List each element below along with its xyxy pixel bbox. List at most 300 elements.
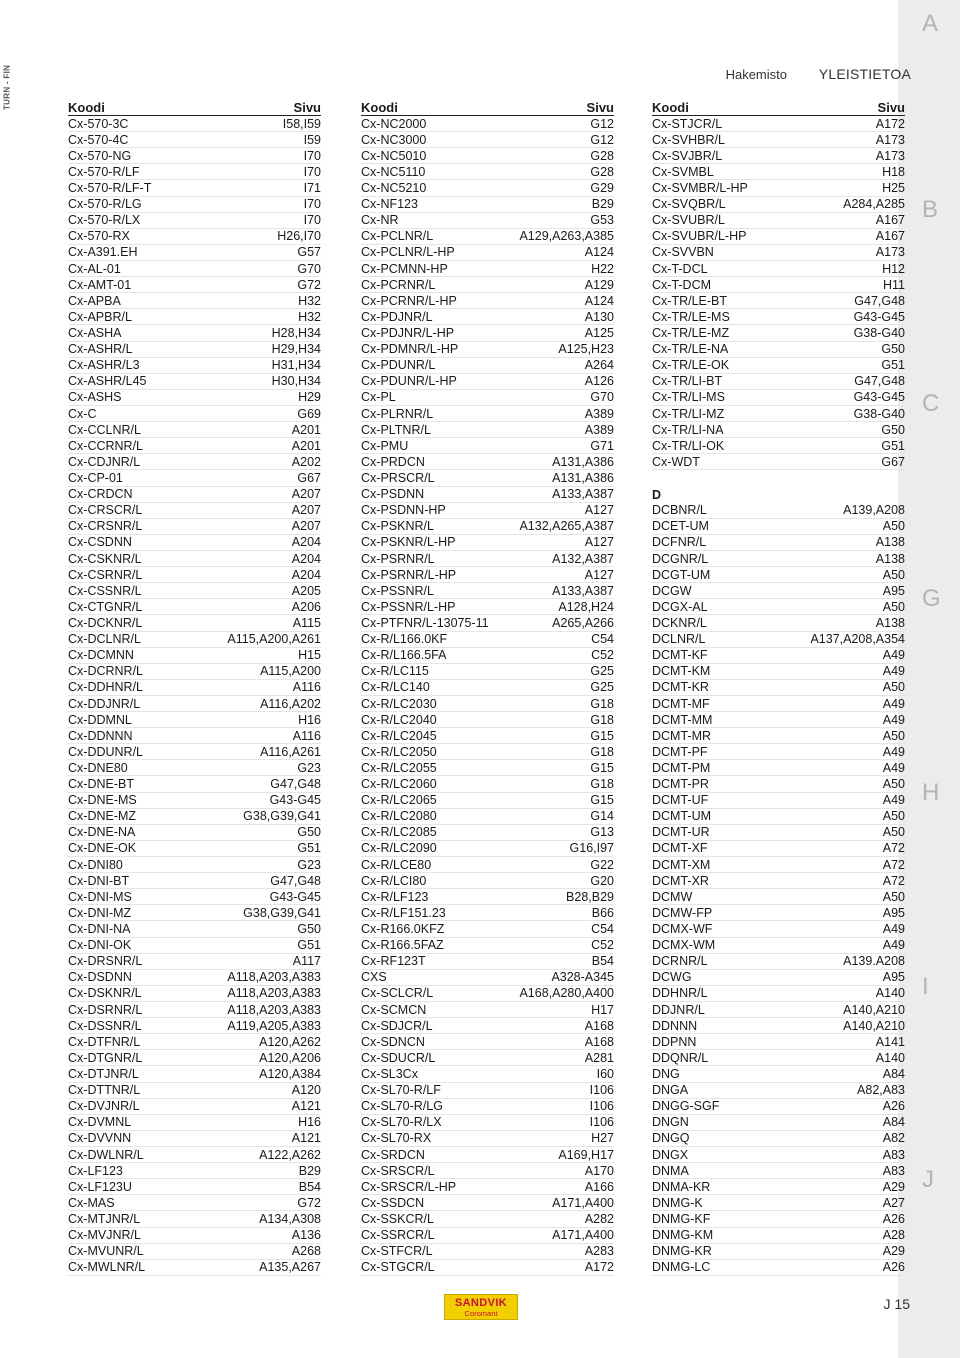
index-row — [652, 1228, 905, 1244]
index-row — [361, 245, 614, 261]
index-row — [68, 905, 321, 921]
index-code: Cx-TR/LI-OK — [652, 438, 725, 453]
index-row — [68, 712, 321, 728]
index-row — [361, 1018, 614, 1034]
index-code: Cx-MVJNR/L — [68, 1228, 141, 1243]
index-row — [361, 422, 614, 438]
index-code: Cx-NC5110 — [361, 164, 426, 179]
header-index-label: Hakemisto — [725, 67, 787, 82]
index-row — [361, 921, 614, 937]
index-code: Cx-STFCR/L — [361, 1244, 433, 1259]
index-page-ref: A265,A266 — [552, 615, 614, 630]
index-row — [652, 132, 905, 148]
index-row — [68, 954, 321, 970]
index-code: Cx-T-DCM — [652, 277, 712, 292]
index-row — [361, 760, 614, 776]
index-page-ref: A118,A203,A383 — [227, 970, 321, 985]
index-row — [652, 1131, 905, 1147]
index-page-ref: A26 — [882, 1212, 905, 1226]
index-code: DCMT-PR — [652, 777, 709, 792]
index-row — [652, 1115, 905, 1131]
sandvik-coromant-logo — [444, 1294, 518, 1320]
index-row — [361, 325, 614, 341]
column-header — [68, 100, 321, 116]
index-row — [652, 599, 905, 615]
index-page-ref: C52 — [591, 648, 614, 663]
chapter-tab-strip — [898, 0, 960, 1358]
index-page-ref: A115,A200 — [260, 664, 321, 679]
index-row — [361, 583, 614, 599]
index-page-ref: A173 — [875, 132, 905, 147]
index-row — [68, 728, 321, 744]
index-page-ref: A116 — [292, 680, 321, 695]
index-page-ref: G47,G48 — [854, 293, 905, 308]
index-code: Cx-R/L166.0KF — [361, 632, 448, 647]
index-row — [652, 905, 905, 921]
index-row — [68, 599, 321, 615]
index-code: Cx-R/LC140 — [361, 680, 430, 695]
index-row — [652, 1211, 905, 1227]
index-page-ref: G51 — [297, 841, 321, 856]
index-row — [361, 567, 614, 583]
index-code: Cx-PCLNR/L — [361, 229, 434, 244]
index-row — [652, 970, 905, 986]
index-code: Cx-DVVNN — [68, 1131, 132, 1146]
index-code: Cx-DCKNR/L — [68, 615, 143, 630]
index-code: Cx-CDJNR/L — [68, 454, 141, 469]
index-code: DCGNR/L — [652, 551, 709, 566]
index-code: DNGA — [652, 1083, 689, 1098]
index-code: Cx-DTTNR/L — [68, 1083, 141, 1098]
index-page-ref: A264 — [584, 358, 614, 373]
index-page-ref: C54 — [591, 632, 614, 647]
index-code: Cx-C — [68, 406, 97, 421]
index-page-ref: G18 — [590, 744, 614, 759]
chapter-tab-j[interactable]: J — [922, 1166, 934, 1193]
index-page-ref: A49 — [882, 793, 905, 808]
index-code: DNMA-KR — [652, 1179, 711, 1194]
index-page-ref: G47,G48 — [854, 374, 905, 389]
index-page-ref: A118,A203,A383 — [227, 1002, 321, 1017]
index-row — [361, 1179, 614, 1195]
index-page-ref: A118,A203,A383 — [227, 986, 321, 1001]
index-row — [68, 342, 321, 358]
index-code: Cx-SVMBL — [652, 164, 714, 179]
index-row — [361, 535, 614, 551]
index-code: DNMG-KF — [652, 1212, 711, 1226]
index-page-ref: A72 — [882, 841, 905, 856]
index-code: Cx-MWLNR/L — [68, 1260, 146, 1275]
index-code: Cx-DDUNR/L — [68, 744, 143, 759]
index-code: D — [652, 487, 662, 502]
index-row — [361, 615, 614, 631]
index-page-ref: G50 — [881, 422, 905, 437]
index-row — [68, 680, 321, 696]
index-code: Cx-LF123U — [68, 1179, 132, 1194]
index-page-ref: A204 — [291, 567, 321, 582]
index-code: Cx-R/LC2085 — [361, 825, 437, 840]
index-page-ref: G38-G40 — [853, 406, 905, 421]
index-row — [652, 583, 905, 599]
index-row — [68, 519, 321, 535]
index-row — [68, 197, 321, 213]
index-row — [68, 760, 321, 776]
index-page-ref: G15 — [590, 760, 614, 775]
index-row — [68, 470, 321, 486]
index-page-ref: A50 — [882, 728, 905, 743]
page-number: J 15 — [883, 1296, 910, 1312]
index-page-ref: G43-G45 — [269, 889, 321, 904]
index-row — [68, 1066, 321, 1082]
index-code: Cx-PSSNR/L — [361, 583, 434, 598]
chapter-tab-g[interactable]: G — [922, 585, 941, 612]
index-page-ref: A84 — [882, 1067, 905, 1082]
index-row — [68, 664, 321, 680]
index-page-ref: B28,B29 — [566, 889, 614, 904]
chapter-tab-i[interactable]: I — [922, 973, 929, 1000]
index-row — [361, 857, 614, 873]
index-page-ref: A125,H23 — [558, 342, 614, 357]
index-page-ref: A50 — [882, 889, 905, 904]
index-code: DCGT-UM — [652, 567, 711, 582]
index-page-ref: A167 — [875, 229, 905, 244]
index-page-ref: I106 — [589, 1115, 614, 1130]
index-row — [68, 1018, 321, 1034]
index-row — [361, 213, 614, 229]
chapter-tab-c[interactable]: C — [922, 390, 940, 417]
index-row — [361, 454, 614, 470]
index-code: Cx-TR/LI-NA — [652, 422, 724, 437]
index-row — [652, 422, 905, 438]
index-row — [361, 1195, 614, 1211]
index-code: Cx-R/L166.5FA — [361, 648, 447, 663]
index-code: Cx-DNE-NA — [68, 825, 136, 840]
index-row — [361, 551, 614, 567]
index-code: DCMT-MM — [652, 712, 713, 727]
index-row — [361, 487, 614, 503]
index-row — [68, 1034, 321, 1050]
index-page-ref: A140,A210 — [843, 1002, 905, 1017]
index-code: Cx-R/LF151.23 — [361, 905, 446, 920]
index-row — [652, 938, 905, 954]
index-row — [652, 374, 905, 390]
index-code: Cx-PMU — [361, 438, 409, 453]
index-page-ref: G23 — [297, 760, 321, 775]
index-code: CXS — [361, 970, 387, 985]
index-page-ref: G12 — [590, 132, 614, 147]
index-code: DNGX — [652, 1147, 689, 1162]
index-row — [652, 503, 905, 519]
index-row — [68, 132, 321, 148]
index-page-ref: A132,A265,A387 — [519, 519, 614, 534]
index-row — [361, 970, 614, 986]
index-code: Cx-DNE-BT — [68, 777, 134, 792]
index-page-ref: C52 — [591, 938, 614, 953]
index-code: Cx-PLTNR/L — [361, 422, 431, 437]
index-code: DCMX-WF — [652, 922, 713, 937]
index-code: Cx-R/LC2060 — [361, 777, 437, 792]
index-row — [68, 487, 321, 503]
index-code: Cx-MTJNR/L — [68, 1212, 141, 1226]
index-row — [68, 970, 321, 986]
index-row — [652, 712, 905, 728]
index-code: DCMX-WM — [652, 938, 716, 953]
index-page-ref: A138 — [875, 615, 905, 630]
column-header — [652, 100, 905, 116]
index-code: Cx-SVUBR/L — [652, 213, 725, 228]
index-code: Cx-TR/LI-MS — [652, 390, 725, 405]
index-code: Cx-ASHR/L3 — [68, 358, 140, 373]
index-code: Cx-R166.5FAZ — [361, 938, 444, 953]
index-page-ref: A120 — [291, 1083, 321, 1098]
index-page-ref: A204 — [291, 551, 321, 566]
index-page-ref: G47,G48 — [270, 777, 321, 792]
index-code: Cx-PSSNR/L-HP — [361, 599, 456, 614]
index-page-ref: A116 — [292, 728, 321, 743]
index-code: Cx-APBA — [68, 293, 121, 308]
index-page-ref: A168 — [584, 1018, 614, 1033]
index-page-ref: A204 — [291, 535, 321, 550]
index-row — [652, 954, 905, 970]
index-row — [652, 1163, 905, 1179]
index-row — [361, 986, 614, 1002]
chapter-tab-b[interactable]: B — [922, 196, 939, 223]
index-page-ref: I70 — [303, 148, 321, 163]
index-code: Cx-DRSNR/L — [68, 954, 143, 969]
index-row — [652, 793, 905, 809]
index-section-heading — [652, 487, 905, 503]
index-code: Cx-570-R/LF-T — [68, 181, 152, 195]
index-code: Cx-R/LC2055 — [361, 760, 437, 775]
index-row — [361, 648, 614, 664]
index-row — [68, 229, 321, 245]
index-code: Cx-570-R/LX — [68, 213, 141, 228]
index-row — [361, 793, 614, 809]
index-row — [68, 1147, 321, 1163]
index-code: Cx-CSRNR/L — [68, 567, 143, 582]
index-row — [652, 148, 905, 164]
index-row — [361, 1050, 614, 1066]
index-code: Cx-PCLNR/L-HP — [361, 245, 455, 260]
index-code: DNGQ — [652, 1131, 690, 1146]
index-code: Cx-PTFNR/L-13075-11 — [361, 615, 489, 630]
index-code: Cx-NC5210 — [361, 181, 427, 195]
index-row — [652, 116, 905, 132]
index-page-ref: H18 — [882, 164, 905, 179]
index-code: Cx-CTGNR/L — [68, 599, 143, 614]
index-page-ref: G20 — [590, 873, 614, 888]
index-code: Cx-SSRCR/L — [361, 1228, 435, 1243]
index-row — [652, 342, 905, 358]
index-row — [68, 1002, 321, 1018]
index-page-ref: H26,I70 — [277, 229, 321, 244]
index-page-ref: A50 — [882, 519, 905, 534]
index-page-ref: A206 — [291, 599, 321, 614]
index-page-ref: A137,A208,A354 — [810, 632, 905, 647]
index-code: Cx-SL70-R/LF — [361, 1083, 441, 1098]
index-row — [652, 229, 905, 245]
index-code: Cx-RF123T — [361, 954, 426, 969]
index-spacer — [652, 470, 905, 486]
index-page-ref: A281 — [584, 1050, 614, 1065]
index-row — [652, 728, 905, 744]
index-code: Cx-TR/LE-BT — [652, 293, 727, 308]
index-page-ref: G51 — [881, 358, 905, 373]
index-page-ref: A133,A387 — [552, 583, 614, 598]
index-page-ref: A268 — [291, 1244, 321, 1259]
index-code: DCMT-MR — [652, 728, 712, 743]
index-page-ref: A173 — [875, 148, 905, 163]
index-page-ref: G38-G40 — [853, 325, 905, 340]
index-code: Cx-CSDNN — [68, 535, 132, 550]
index-row — [68, 503, 321, 519]
index-page-ref: B29 — [298, 1163, 321, 1178]
index-code: DNG — [652, 1067, 680, 1082]
index-code: Cx-R/LC115 — [361, 664, 429, 679]
index-code: Cx-DCLNR/L — [68, 632, 141, 647]
index-page-ref: A49 — [882, 744, 905, 759]
header-section-title: YLEISTIETOA — [818, 66, 911, 82]
index-row — [361, 1115, 614, 1131]
index-page-ref: A129 — [584, 277, 614, 292]
index-code: Cx-R/LC2090 — [361, 841, 437, 856]
index-row — [361, 116, 614, 132]
index-code: Cx-R166.0KFZ — [361, 922, 445, 937]
index-row — [361, 1244, 614, 1260]
index-page-ref: B29 — [591, 197, 614, 212]
index-page-ref: A171,A400 — [552, 1195, 614, 1210]
index-row — [652, 776, 905, 792]
index-row — [361, 261, 614, 277]
column-header-code: Koodi — [68, 100, 105, 115]
index-code: Cx-DNE-MZ — [68, 809, 137, 824]
index-code: DCMW — [652, 889, 693, 904]
index-page-ref: A50 — [882, 777, 905, 792]
index-row — [652, 454, 905, 470]
index-code: Cx-CRSNR/L — [68, 519, 143, 534]
index-row — [68, 857, 321, 873]
index-code: Cx-R/LC2080 — [361, 809, 437, 824]
index-code: DCMT-KM — [652, 664, 711, 679]
index-code: DDPNN — [652, 1034, 697, 1049]
index-code: Cx-DNE-MS — [68, 793, 137, 808]
index-page-ref: A201 — [291, 438, 321, 453]
index-page-ref: A120,A384 — [259, 1067, 321, 1082]
index-page-ref: B54 — [298, 1179, 321, 1194]
index-code: Cx-CSKNR/L — [68, 551, 142, 566]
index-code: Cx-SDUCR/L — [361, 1050, 436, 1065]
index-row — [361, 841, 614, 857]
index-row — [652, 1018, 905, 1034]
chapter-tab-a[interactable]: A — [922, 10, 939, 37]
index-code: Cx-DNE-OK — [68, 841, 137, 856]
index-code: Cx-NR — [361, 213, 399, 228]
index-code: Cx-DSSNR/L — [68, 1018, 142, 1033]
index-row — [652, 857, 905, 873]
index-code: Cx-DWLNR/L — [68, 1147, 144, 1162]
index-code: DDNNN — [652, 1018, 698, 1033]
index-page-ref: I58,I59 — [282, 116, 321, 131]
index-row — [361, 1099, 614, 1115]
column-header-page: Sivu — [877, 100, 905, 115]
index-code: Cx-T-DCL — [652, 261, 708, 276]
index-code: DCMW-FP — [652, 905, 713, 920]
chapter-tab-h[interactable]: H — [922, 779, 940, 806]
index-code: DCMT-UF — [652, 793, 709, 808]
index-code: DCMT-KF — [652, 648, 708, 663]
index-page-ref: A72 — [882, 873, 905, 888]
index-page-ref: A49 — [882, 648, 905, 663]
index-page-ref: B54 — [591, 954, 614, 969]
index-page-ref: G28 — [590, 148, 614, 163]
index-page-ref: A172 — [584, 1260, 614, 1275]
index-row — [68, 986, 321, 1002]
column-header-code: Koodi — [361, 100, 398, 115]
index-code: Cx-DCMNN — [68, 648, 134, 663]
index-page-ref: G38,G39,G41 — [243, 809, 321, 824]
index-code: Cx-DVMNL — [68, 1115, 132, 1130]
index-row — [68, 213, 321, 229]
index-code: Cx-AL-01 — [68, 261, 121, 276]
index-code: Cx-PLRNR/L — [361, 406, 434, 421]
index-page-ref: B66 — [591, 905, 614, 920]
index-row — [652, 841, 905, 857]
index-row — [68, 1244, 321, 1260]
index-code: DCMT-PF — [652, 744, 708, 759]
index-page-ref: G16,I97 — [569, 841, 614, 856]
index-code: DCWG — [652, 970, 692, 985]
index-page-ref: A82,A83 — [857, 1083, 905, 1098]
index-code: Cx-PCMNN-HP — [361, 261, 448, 276]
index-row — [361, 1147, 614, 1163]
index-row — [361, 680, 614, 696]
index-row — [361, 374, 614, 390]
index-row — [361, 889, 614, 905]
index-page-ref: A115 — [292, 615, 321, 630]
index-row — [361, 873, 614, 889]
index-page-ref: G18 — [590, 712, 614, 727]
index-code: DCBNR/L — [652, 503, 707, 518]
index-code: Cx-570-R/LG — [68, 197, 142, 212]
index-page-ref: A167 — [875, 213, 905, 228]
index-row — [68, 825, 321, 841]
index-page-ref: I106 — [589, 1083, 614, 1098]
index-code: Cx-DTJNR/L — [68, 1067, 139, 1082]
index-row — [652, 696, 905, 712]
index-code: Cx-CP-01 — [68, 470, 123, 485]
index-row — [68, 148, 321, 164]
index-page-ref: H32 — [298, 293, 321, 308]
index-page-ref: I70 — [303, 164, 321, 179]
index-code: Cx-PDJNR/L — [361, 309, 433, 324]
page-header — [68, 66, 911, 92]
index-row — [68, 358, 321, 374]
index-row — [68, 776, 321, 792]
index-page-ref: A82 — [882, 1131, 905, 1146]
index-row — [361, 1034, 614, 1050]
index-page-ref: A171,A400 — [552, 1228, 614, 1243]
index-code: Cx-R/LC2030 — [361, 696, 437, 711]
index-code: Cx-MAS — [68, 1195, 115, 1210]
index-page-ref: G50 — [297, 825, 321, 840]
index-page-ref: A170 — [584, 1163, 614, 1178]
index-code: Cx-CRDCN — [68, 487, 133, 502]
index-row — [68, 438, 321, 454]
index-row — [68, 1260, 321, 1276]
index-row — [652, 390, 905, 406]
index-page-ref: A133,A387 — [552, 487, 614, 502]
index-row — [68, 1179, 321, 1195]
